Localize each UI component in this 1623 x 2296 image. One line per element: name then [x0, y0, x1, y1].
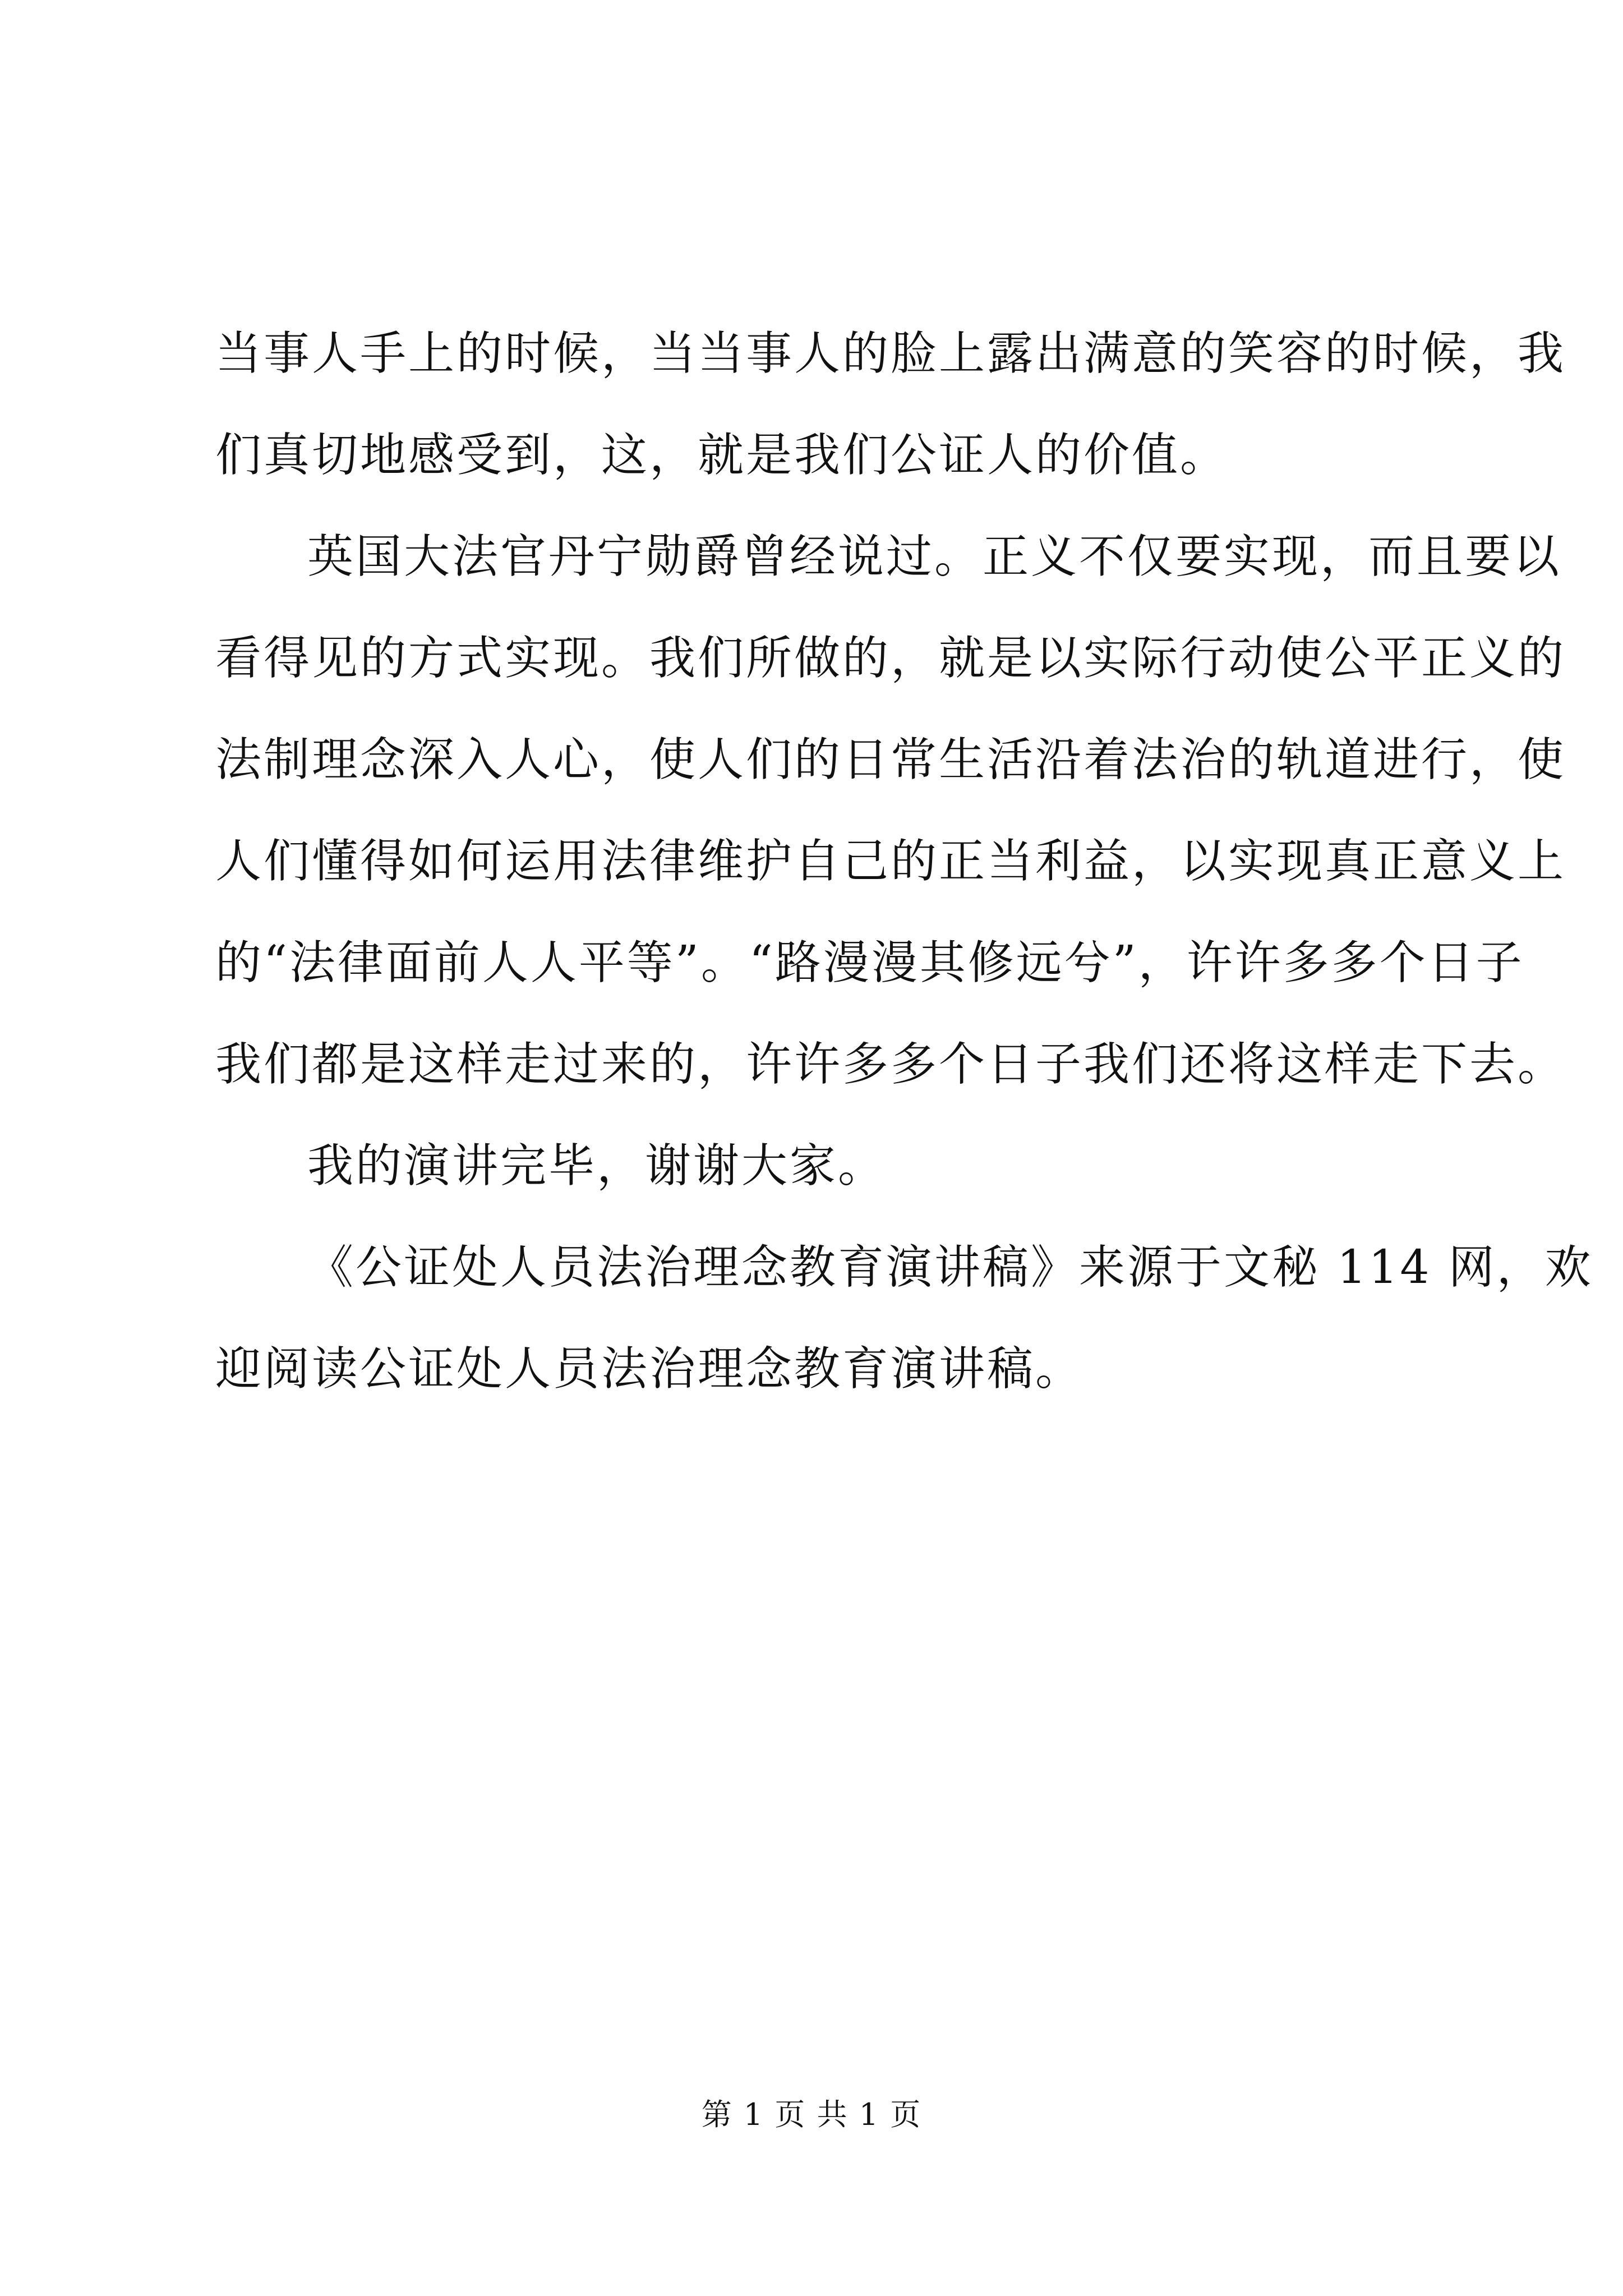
text-line: 当事人手上的时候，当当事人的脸上露出满意的笑容的时候，我 [215, 327, 1566, 380]
text-line: 法制理念深入人心，使人们的日常生活沿着法治的轨道进行，使 [215, 733, 1566, 786]
document-body [215, 303, 1593, 1420]
source-note-line: 迎阅读公证处人员法治理念教育演讲稿。 [215, 1342, 1084, 1396]
text-line: 的“法律面前人人平等”。“路漫漫其修远兮”，许许多多个日子 [215, 936, 1524, 990]
source-note-line: 《公证处人员法治理念教育演讲稿》来源于文秘 114 网，欢 [307, 1241, 1593, 1294]
page-number-footer: 第 1 页 共 1 页 [701, 2097, 922, 2132]
text-line: 人们懂得如何运用法律维护自己的正当利益，以实现真正意义上 [215, 835, 1566, 888]
paragraph-start-line: 英国大法官丹宁勋爵曾经说过。正义不仅要实现，而且要以 [307, 530, 1562, 583]
text-line: 们真切地感受到，这，就是我们公证人的价值。 [215, 429, 1229, 482]
closing-line: 我的演讲完毕，谢谢大家。 [307, 1139, 887, 1193]
text-line: 我们都是这样走过来的，许许多多个日子我们还将这样走下去。 [215, 1038, 1566, 1091]
text-line: 看得见的方式实现。我们所做的，就是以实际行动使公平正义的 [215, 632, 1566, 685]
